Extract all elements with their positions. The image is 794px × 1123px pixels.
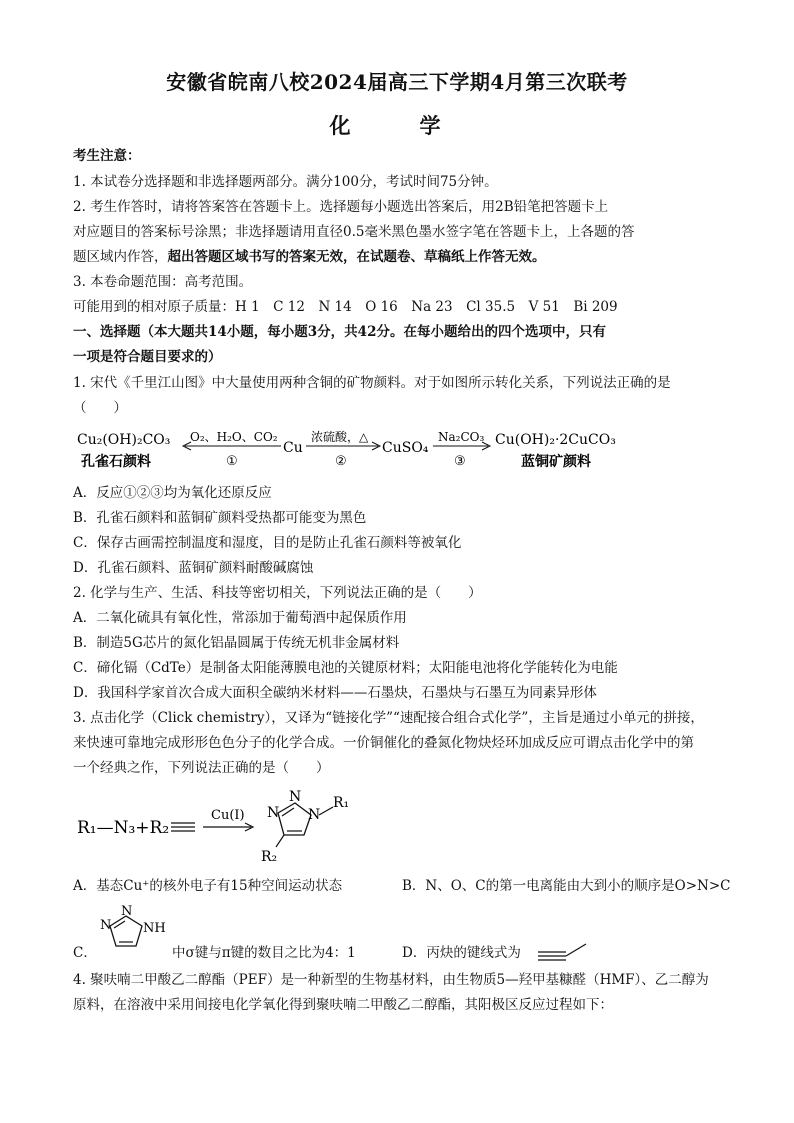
cuso4-formula: CuSO₄ xyxy=(382,440,429,456)
arrow3-condition: Na₂CO₃ xyxy=(438,430,485,444)
q1-option-c: C．保存古画需控制温度和湿度，目的是防止孔雀石颜料等被氧化 xyxy=(73,535,462,551)
arrow1-number: ① xyxy=(226,454,238,469)
malachite-formula: Cu₂(OH)₂CO₃ xyxy=(77,432,171,448)
triazole-n1: N xyxy=(267,805,280,821)
q2-option-d: D．我国科学家首次合成大面积全碳纳米材料——石墨炔，石墨炔与石墨互为同素异形体 xyxy=(73,685,597,701)
propyne-bond-line xyxy=(536,938,590,964)
q3-option-b: B．N、O、C的第一电离能由大到小的顺序是O>N>C xyxy=(402,878,731,894)
triazole-n2: N xyxy=(289,789,302,805)
section-1-heading-b: 一项是符合题目要求的） xyxy=(73,349,222,365)
note-2-line-1: 2. 考生作答时，请将答案答在答题卡上。选择题每小题选出答案后，用2B铅笔把答题卡上 xyxy=(73,199,609,215)
q3-stem-b: 来快速可靠地完成形形色色分子的化学合成。一价铜催化的叠氮化物炔烃环加成反应可谓点击化学中的第 xyxy=(73,735,694,751)
q1-option-b: B．孔雀石颜料和蓝铜矿颜料受热都可能变为黑色 xyxy=(73,510,367,526)
arrow1-condition: O₂、H₂O、CO₂ xyxy=(190,430,278,444)
q2-option-c: C．碲化镉（CdTe）是制备太阳能薄膜电池的关键原材料；太阳能电池将化学能转化为电能 xyxy=(73,660,618,676)
arrow2-condition: 浓硫酸，△ xyxy=(311,430,369,444)
ring-nh: NH xyxy=(143,921,166,936)
q1-conversion-diagram xyxy=(73,425,673,475)
section-1-heading-a: 一、选择题（本大题共14小题，每小题3分，共42分。在每小题给出的四个选项中，只有 xyxy=(73,324,606,340)
q2-option-b: B．制造5G芯片的氮化铝晶圆属于传统无机非金属材料 xyxy=(73,635,400,651)
subject-title: 化 学 xyxy=(329,113,465,138)
click-reaction-diagram xyxy=(73,785,393,865)
ring-n-left: N xyxy=(100,918,112,933)
triazole-n3: N xyxy=(308,807,321,823)
q2-option-a: A．二氧化硫具有氧化性，常添加于葡萄酒中起保质作用 xyxy=(73,610,407,626)
note-3: 3. 本卷命题范围：高考范围。 xyxy=(73,274,253,290)
note-2-bold: 超出答题区域书写的答案无效，在试题卷、草稿纸上作答无效。 xyxy=(167,249,546,265)
note-1: 1. 本试卷分选择题和非选择题两部分。满分100分，考试时间75分钟。 xyxy=(73,174,498,190)
arrow2-number: ② xyxy=(335,454,347,469)
q3-stem-a: 3. 点击化学（Click chemistry），又译为“链接化学”“速配接合组合式化学”，主旨是通过小单元的拼接， xyxy=(73,710,704,726)
azurite-label: 蓝铜矿颜料 xyxy=(521,454,591,470)
azurite-formula: Cu(OH)₂·2CuCO₃ xyxy=(495,432,616,448)
q3-option-a: A．基态Cu⁺的核外电子有15种空间运动状态 xyxy=(73,878,343,894)
q1-stem-a: 1. 宋代《千里江山图》中大量使用两种含铜的矿物颜料。对于如图所示转化关系，下列说法正确的是 xyxy=(73,375,671,391)
reactants: R₁—N₃+R₂ xyxy=(77,818,170,838)
q3-stem-c: 一个经典之作，下列说法正确的是（ ） xyxy=(73,760,330,776)
q1-stem-b: （ ） xyxy=(73,400,127,416)
malachite-label: 孔雀石颜料 xyxy=(81,454,151,470)
exam-title: 安徽省皖南八校2024届高三下学期4月第三次联考 xyxy=(166,70,628,94)
copper-symbol: Cu xyxy=(283,440,303,456)
triazole-ring-structure xyxy=(96,904,172,964)
q3-option-c-text: 中σ键与π键的数目之比为4：1 xyxy=(172,945,356,961)
atomic-masses: 可能用到的相对原子质量：H 1 C 12 N 14 O 16 Na 23 Cl 35.5 V 51 Bi 209 xyxy=(73,299,618,315)
q1-option-d: D．孔雀石颜料、蓝铜矿颜料耐酸碱腐蚀 xyxy=(73,560,314,576)
q4-stem-b: 原料，在溶液中采用间接电化学氧化得到聚呋喃二甲酸乙二醇酯，其阳极区反应过程如下： xyxy=(73,997,613,1013)
q4-stem-a: 4. 聚呋喃二甲酸乙二醇酯（PEF）是一种新型的生物基材料，由生物质5—羟甲基糠醛（HMF）、乙二醇为 xyxy=(73,972,709,988)
notes-heading: 考生注意： xyxy=(73,148,141,164)
q1-option-a: A．反应①②③均为氧化还原反应 xyxy=(73,485,272,501)
substituent-r1: R₁ xyxy=(333,795,350,811)
substituent-r2: R₂ xyxy=(261,849,278,865)
arrow3-number: ③ xyxy=(454,454,466,469)
ring-n-top: N xyxy=(121,904,133,919)
note-2-line-3 xyxy=(73,247,723,267)
q3-option-c-prefix: C． xyxy=(73,945,97,961)
catalyst-label: Cu(I) xyxy=(211,808,245,823)
q2-stem: 2. 化学与生产、生活、科技等密切相关，下列说法正确的是（ ） xyxy=(73,585,482,601)
note-2-line-2: 对应题目的答案标号涂黑；非选择题请用直径0.5毫米黑色墨水签字笔在答题卡上，上各题的答 xyxy=(73,224,635,240)
q3-option-d: D．丙炔的键线式为 xyxy=(402,945,521,961)
note-2-plain: 题区域内作答， xyxy=(73,249,168,265)
